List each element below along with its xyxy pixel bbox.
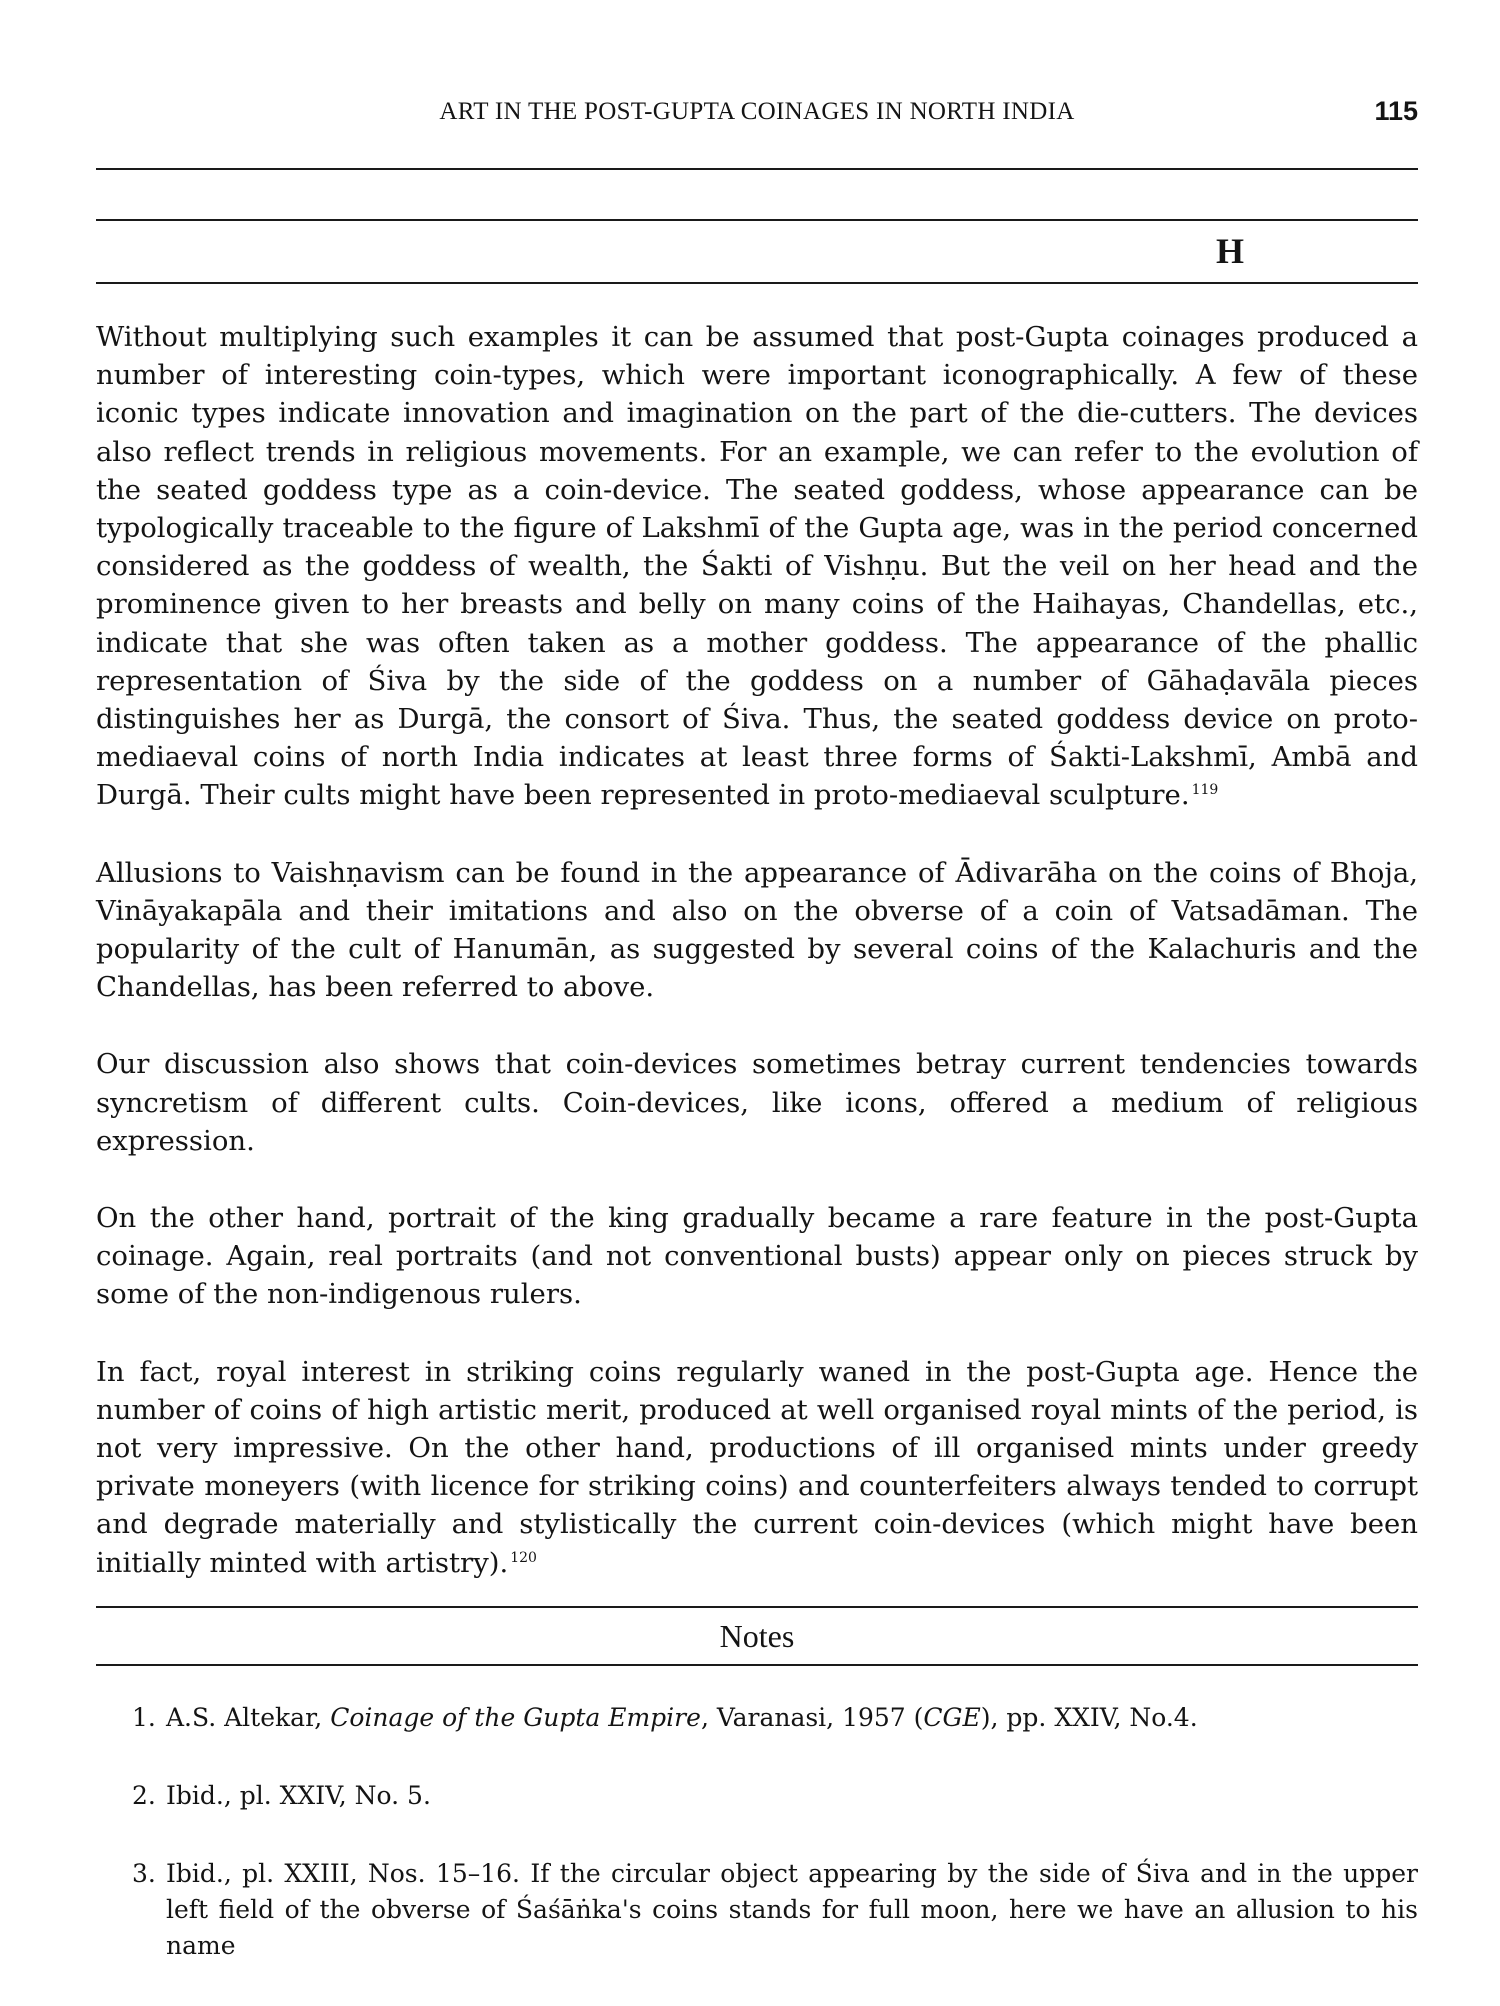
- note-number: 1.: [132, 1703, 156, 1732]
- notes-rule-bottom: [96, 1664, 1418, 1666]
- paragraph-text: Allusions to Vaishṇavism can be found in the appearance of Ādivarāha on the coins of Bhoja, Vināyakapāla and their imitations and also on the obverse of a coin of Vatsadāman. The popularity of the cult of Hanumān, as suggested by several coins of the Kalachuris and the Chandellas, has been referred to above.: [96, 856, 1418, 1004]
- note-book-title: Coinage of the Gupta Empire: [330, 1703, 701, 1732]
- note-text: ), pp. XXIV, No.4.: [980, 1703, 1198, 1732]
- note-abbreviation: CGE: [923, 1703, 981, 1732]
- note-item: [96, 1778, 1418, 1814]
- footnote-ref: 119: [1191, 782, 1219, 799]
- footnote-ref: 120: [510, 1549, 537, 1566]
- note-text: A.S. Altekar,: [166, 1703, 331, 1732]
- paragraph-text: Without multiplying such examples it can be assumed that post-Gupta coinages produced a number of interesting coin-types, which were important iconographically. A few of these iconic types indicate innovation and imagination on the part of the die-cutters. The devices also reflect trends in religious movements. For an example, we can refer to the evolution of the seated goddess type as a coin-device. The seated goddess, whose appearance can be typologically traceable to the figure of Lakshmī of the Gupta age, was in the period concerned considered as the goddess of wealth, the Śakti of Vishṇu. But the veil on her head and the prominence given to her breasts and belly on many coins of the Haihayas, Chandellas, etc., indicate that she was often taken as a mother goddess. The appearance of the phallic representation of Śiva by the side of the goddess on a number of Gāhaḍavāla pieces distinguishes her as Durgā, the consort of Śiva. Thus, the seated goddess device on proto-mediaeval coins of north India indicates at least three forms of Śakti-Lakshmī, Ambā and Durgā. Their cults might have been represented in proto-mediaeval sculpture.: [96, 321, 1418, 812]
- notes-heading: Notes: [719, 1618, 795, 1654]
- paragraph: [96, 854, 1418, 1007]
- note-number: 2.: [132, 1781, 156, 1810]
- paragraph: [96, 1353, 1418, 1582]
- header-rule: [96, 168, 1418, 170]
- paragraph: [96, 318, 1418, 815]
- notes-rule-top: [96, 1606, 1418, 1608]
- running-header: [96, 98, 1418, 134]
- section-rule-bottom: [96, 282, 1418, 284]
- paragraph: [96, 1045, 1418, 1160]
- note-item: [96, 1700, 1418, 1736]
- paragraph: [96, 1199, 1418, 1314]
- paragraph-text: On the other hand, portrait of the king gradually became a rare feature in the post-Gupta coinage. Again, real portraits (and not conventional busts) appear only on pieces struck by some of the non-indigenous rulers.: [96, 1202, 1418, 1311]
- section-letter: H: [1215, 231, 1244, 271]
- page-number: 115: [1374, 96, 1418, 126]
- note-text: , Varanasi, 1957 (: [700, 1703, 924, 1732]
- paragraph-text: Our discussion also shows that coin-devices sometimes betray current tendencies towards syncretism of different cults. Coin-devices, like icons, offered a medium of religious expression.: [96, 1048, 1418, 1157]
- note-item: [96, 1856, 1418, 1964]
- section-rule-top: [96, 219, 1418, 221]
- paragraph-text: In fact, royal interest in striking coins regularly waned in the post-Gupta age. Hence the number of coins of high artistic merit, produced at well organised royal mints of the period, is not very impressive. On the other hand, productions of ill organised mints under greedy private moneyers (with licence for striking coins) and counterfeiters always tended to corrupt and degrade materially and stylistically the current coin-devices (which might have been initially minted with artistry).: [96, 1355, 1418, 1579]
- notes-list: [96, 1700, 1418, 2006]
- body-text: [96, 318, 1418, 1621]
- running-title: ART IN THE POST-GUPTA COINAGES IN NORTH INDIA: [439, 98, 1075, 125]
- note-number: 3.: [132, 1859, 156, 1888]
- note-text: Ibid., pl. XXIV, No. 5.: [166, 1781, 431, 1810]
- book-page: [96, 0, 1418, 2000]
- note-text: Ibid., pl. XXIII, Nos. 15–16. If the circular object appearing by the side of Śiva and in the upper left field of the obverse of Śaśāṅka's coins stands for full moon, here we have an allusion to his name: [166, 1859, 1418, 1960]
